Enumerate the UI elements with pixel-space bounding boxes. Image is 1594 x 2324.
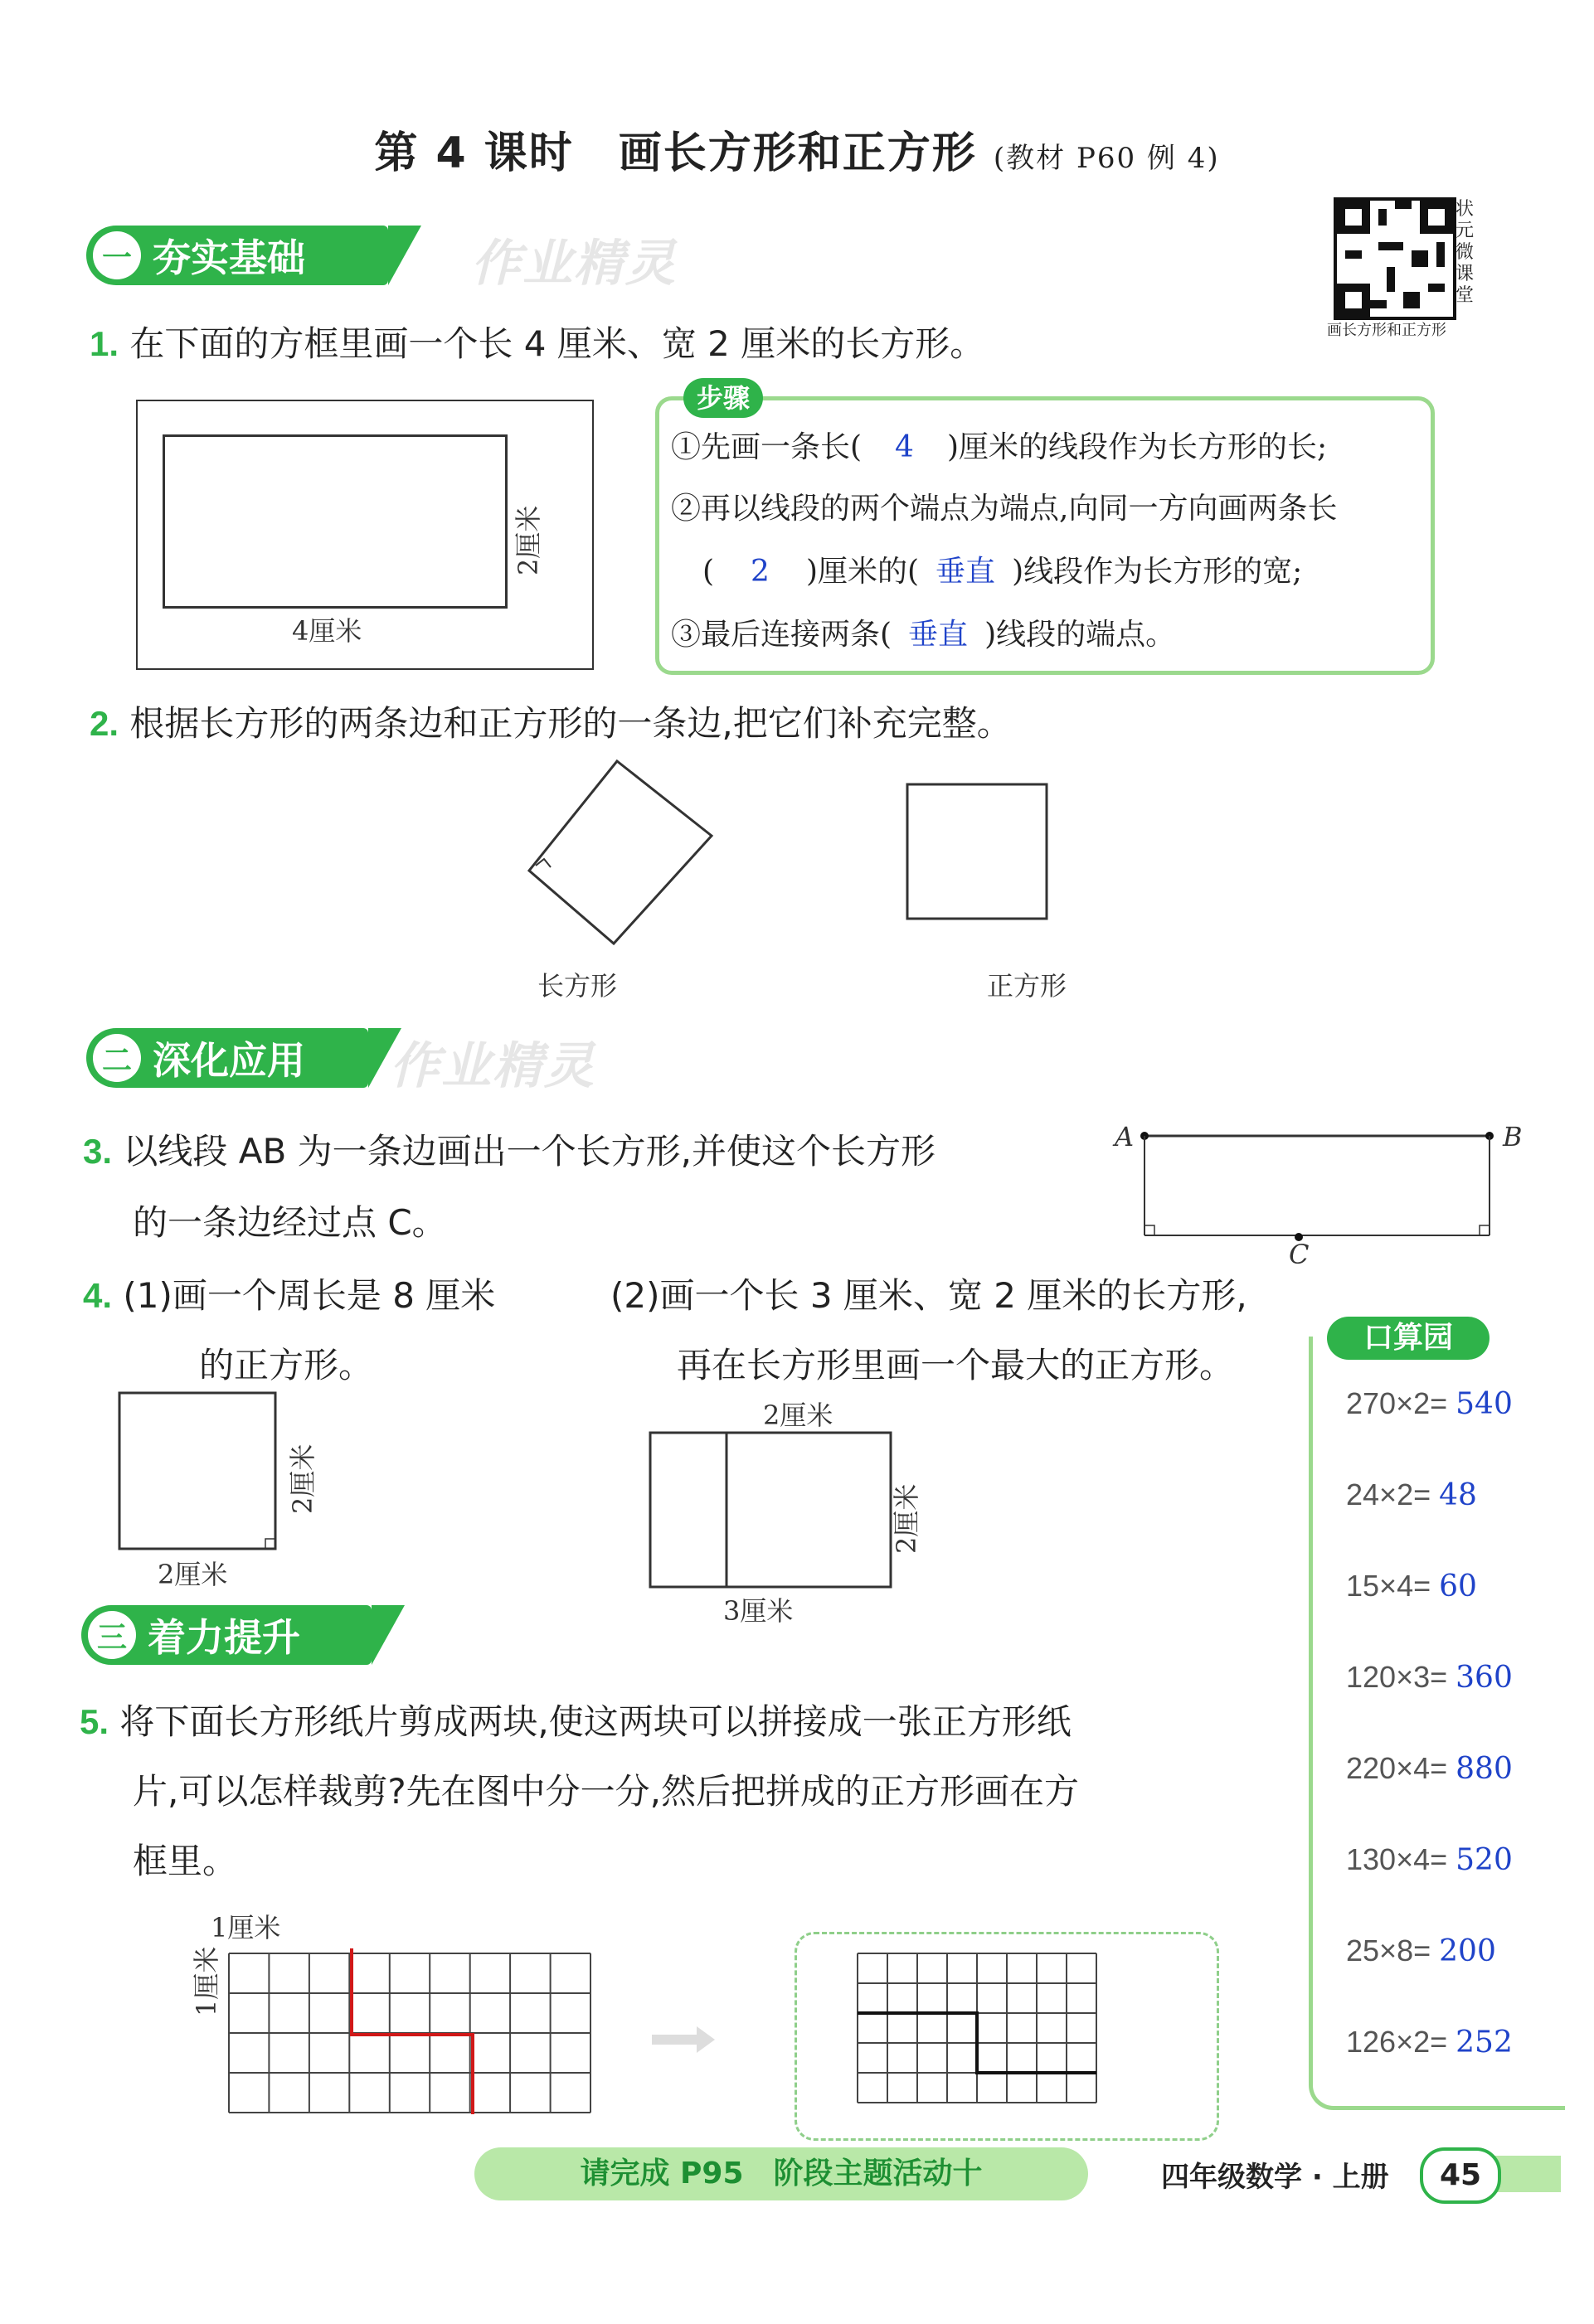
answer[interactable]: 60 [1439,1570,1477,1604]
calc-item: 15×4= 60 [1346,1569,1477,1604]
section-header-apply [86,1028,368,1088]
section-header-improve [81,1605,372,1665]
answer[interactable]: 垂直 [908,618,969,652]
question-text: 将下面长方形纸片剪成两块,使这两块可以拼接成一张正方形纸 [119,1701,1072,1742]
question-5 [80,1686,1072,1758]
question-part-1-cont: 的正方形。 [199,1345,374,1385]
qr-code-icon[interactable] [1334,197,1456,320]
answer[interactable]: 252 [1455,2026,1513,2060]
step-3: ③最后连接两条( 垂直 )线段的端点。 [671,618,1176,652]
question-3 [83,1116,936,1187]
calc-item: 24×2= 48 [1346,1477,1477,1512]
q5-answer-grid [854,1950,1103,2126]
question-5-line-2: 片,可以怎样裁剪?先在图中分一分,然后把拼成的正方形画在方 [133,1771,1079,1812]
calc-item: 220×4= 880 [1346,1751,1513,1786]
calc-item: 126×2= 252 [1346,2025,1513,2060]
question-number: 1. [90,324,119,363]
section-badge: 三 [88,1611,136,1659]
question-text: 根据长方形的两条边和正方形的一条边,把它们补充完整。 [129,703,1012,744]
step-2-cont: ( 2 )厘米的( 垂直 )线段作为长方形的宽; [702,555,1303,589]
square-bottom-label: 2厘米 [158,1559,228,1590]
question-part-1: (1)画一个周长是 8 厘米 [123,1275,496,1316]
unit-label-vertical: 1厘米 [191,1946,222,2016]
question-number: 2. [90,704,119,743]
page-number: 45 [1420,2147,1501,2204]
square-label: 正方形 [987,970,1067,1002]
section-label: 深化应用 [153,1038,305,1083]
rect-side-label: 2厘米 [891,1483,922,1554]
point-c: C [1289,1239,1310,1270]
answer[interactable]: 200 [1439,1934,1496,1968]
rect-label: 长方形 [537,970,618,1002]
rectangle-sides [529,761,712,944]
section-badge: 一 [93,231,141,279]
qr-caption: 画长方形和正方形 [1327,322,1446,339]
section-badge: 二 [93,1034,141,1082]
answer[interactable]: 540 [1455,1387,1513,1421]
drawn-rectangle [163,434,508,609]
mental-math-panel [1309,1337,1565,2110]
calc-item: 25×8= 200 [1346,1933,1496,1968]
question-text: 以线段 AB 为一条边画出一个长方形,并使这个长方形 [123,1131,936,1172]
step-1: ①先画一条长( 4 )厘米的线段作为长方形的长; [671,430,1328,464]
point-a: A [1115,1121,1135,1152]
rect-bottom-label: 3厘米 [723,1595,794,1627]
section-label: 着力提升 [148,1615,300,1660]
watermark: 作业精灵 [390,1037,595,1095]
q4-square[interactable] [116,1390,299,1555]
calc-item: 120×3= 360 [1346,1660,1513,1695]
question-number: 5. [80,1702,109,1741]
steps-box [655,396,1435,675]
question-number: 3. [83,1132,113,1171]
cut-line [352,1948,473,2114]
question-4 [83,1260,495,1332]
question-1 [90,308,984,380]
drawing-frame[interactable] [136,400,594,670]
question-3-cont: 的一条边经过点 C。 [133,1202,447,1243]
footer-grade: 四年级数学 · 上册 [1161,2161,1389,2194]
steps-tag: 步骤 [683,378,763,418]
arrow-right-icon [652,2023,718,2056]
step-2: ②再以线段的两个端点为端点,向同一方向画两条长 [671,492,1338,526]
section-label: 夯实基础 [153,235,305,280]
square-side [907,784,1047,919]
section-header-basic [86,226,388,285]
watermark: 作业精灵 [471,235,677,293]
answer[interactable]: 垂直 [936,555,996,589]
unit-label-horizontal: 1厘米 [211,1912,281,1943]
square-side-label: 2厘米 [287,1443,318,1514]
point-b: B [1503,1121,1523,1152]
mental-math-title: 口算园 [1327,1317,1490,1360]
rect-top-label: 2厘米 [763,1400,833,1431]
answer[interactable]: 2 [751,555,770,589]
answer[interactable]: 4 [895,430,914,464]
question-text: 在下面的方框里画一个长 4 厘米、宽 2 厘米的长方形。 [129,323,985,364]
length-label: 4厘米 [292,615,362,647]
answer[interactable]: 520 [1455,1843,1513,1877]
question-part-2-cont: 再在长方形里画一个最大的正方形。 [677,1345,1235,1385]
title-text: 第 4 课时 画长方形和正方形 [374,129,977,178]
page-title [0,118,1594,180]
width-label: 2厘米 [513,505,544,575]
answer[interactable]: 880 [1455,1752,1513,1786]
qr-side-label: 状元微课堂 [1455,199,1474,306]
question-number: 4. [83,1276,113,1315]
answer[interactable]: 48 [1439,1478,1477,1512]
question-5-line-3: 框里。 [133,1841,238,1881]
q2-figures[interactable] [498,746,1078,962]
title-ref: (教材 P60 例 4) [993,142,1220,175]
q5-grid[interactable] [224,1948,597,2123]
calc-item: 270×2= 540 [1346,1386,1513,1421]
answer[interactable]: 360 [1455,1661,1513,1695]
calc-item: 130×4= 520 [1346,1842,1513,1877]
question-part-2: (2)画一个长 3 厘米、宽 2 厘米的长方形, [610,1275,1247,1316]
q4-rectangle[interactable] [647,1426,896,1592]
footer-task: 请完成 P95 阶段主题活动十 [474,2147,1088,2200]
